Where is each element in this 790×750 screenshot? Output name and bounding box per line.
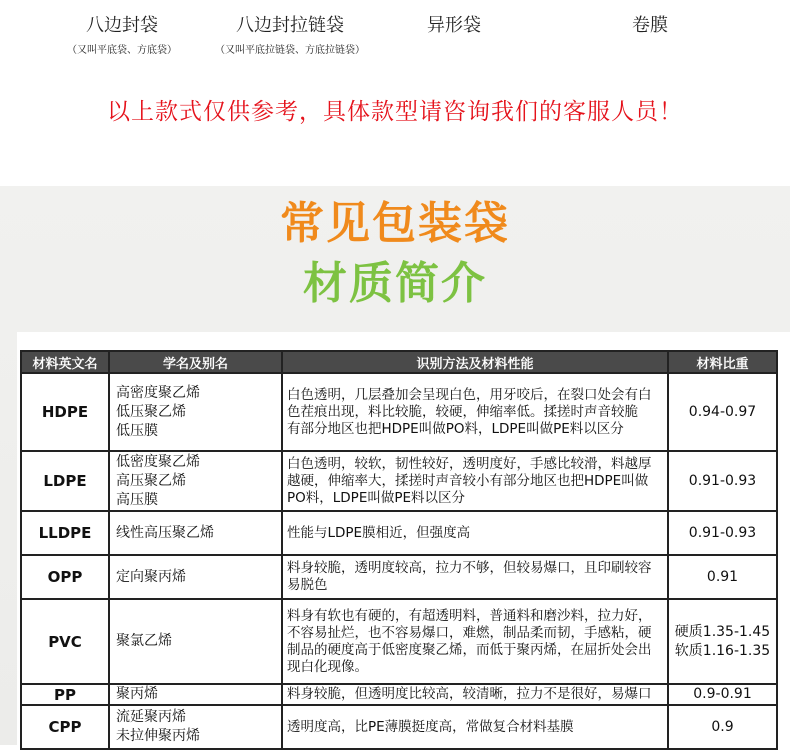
bag-type-note: （又叫平底拉链袋、方底拉链袋） — [215, 45, 365, 56]
material-names — [109, 705, 282, 749]
material-table — [20, 350, 778, 750]
gravity-value: 0.9-0.91 — [693, 686, 752, 702]
gravity-value: 0.91 — [706, 568, 739, 585]
header-method: 识别方法及材料性能 — [282, 351, 668, 373]
material-name: 定向聚丙烯 — [116, 568, 186, 585]
material-names — [109, 555, 282, 599]
table-body — [21, 373, 777, 749]
material-description: 白色透明，几层叠加会呈现白色，用牙咬后，在裂口处会有白色茬痕出现，料比较脆，较硬，伸缩率低。揉搓时声音较脆 有部分地区也把HDPE叫做PO料，LDPE叫做PE料以区分 — [282, 373, 668, 451]
table-row — [21, 684, 777, 705]
material-name: 低密度聚乙烯 — [116, 453, 200, 470]
material-abbr: LDPE — [21, 451, 109, 511]
material-description: 料身较脆，透明度较高，拉力不够，但较易爆口，且印刷较容易脱色 — [282, 555, 668, 599]
material-name: 高密度聚乙烯 — [116, 384, 200, 401]
material-abbr: LLDPE — [21, 511, 109, 555]
table-row — [21, 451, 777, 511]
material-names — [109, 451, 282, 511]
header-abbr: 材料英文名 — [21, 351, 109, 373]
gravity-value: 软质1.16-1.35 — [674, 642, 771, 659]
gravity-value: 0.91-0.93 — [688, 472, 757, 489]
section-title-line2: 材质简介 — [303, 258, 487, 309]
material-gravity — [668, 373, 777, 451]
bag-type-eight-side-zipper — [200, 14, 380, 58]
material-abbr: HDPE — [21, 373, 109, 451]
material-name: 流延聚丙烯 — [116, 709, 186, 725]
table-row — [21, 705, 777, 749]
bag-type-roll-film — [600, 14, 700, 38]
bag-type-labels — [0, 0, 790, 70]
table-row — [21, 555, 777, 599]
material-gravity — [668, 684, 777, 705]
material-abbr: CPP — [21, 705, 109, 749]
material-names — [109, 511, 282, 555]
material-name: 聚氯乙烯 — [116, 633, 172, 649]
header-names: 学名及别名 — [109, 351, 282, 373]
bag-type-shaped — [404, 14, 504, 38]
table-header-row — [21, 351, 777, 373]
material-name: 聚丙烯 — [116, 686, 158, 702]
material-description: 白色透明，较软，韧性较好，透明度好，手感比较滑，料越厚越硬，伸缩率大，揉搓时声音较小有部分地区也把HDPE叫做PO料，LDPE叫做PE料以区分 — [282, 451, 668, 511]
material-name: 线性高压聚乙烯 — [116, 524, 214, 541]
material-names — [109, 599, 282, 684]
material-gravity — [668, 705, 777, 749]
table-row — [21, 511, 777, 555]
material-name: 高压膜 — [116, 491, 158, 508]
gravity-value: 0.94-0.97 — [688, 403, 757, 420]
material-name: 低压膜 — [116, 422, 158, 439]
bag-type-name: 八边封拉链袋 — [236, 15, 344, 36]
material-names — [109, 373, 282, 451]
consult-notice: 以上款式仅供参考，具体款型请咨询我们的客服人员！ — [107, 99, 683, 125]
material-name: 未拉伸聚丙烯 — [116, 728, 200, 744]
material-name: 低压聚乙烯 — [116, 403, 186, 420]
bag-type-name: 卷膜 — [632, 15, 668, 36]
table-row — [21, 599, 777, 684]
bag-type-name: 异形袋 — [427, 15, 481, 36]
material-names — [109, 684, 282, 705]
material-description: 性能与LDPE膜相近，但强度高 — [282, 511, 668, 555]
gravity-value: 0.9 — [711, 718, 734, 735]
material-description: 料身有软也有硬的，有超透明料，普通料和磨沙料，拉力好，不容易扯烂，也不容易爆口，难燃，制品柔而韧，手感粘，硬制品的硬度高于低密度聚乙烯，而低于聚丙烯，在屈折处会出现白化现像。 — [282, 599, 668, 684]
section-title-line1: 常见包装袋 — [280, 198, 510, 249]
material-gravity — [668, 555, 777, 599]
bag-type-eight-side-seal — [52, 14, 192, 58]
material-abbr: PP — [21, 684, 109, 705]
material-abbr: OPP — [21, 555, 109, 599]
material-name: 高压聚乙烯 — [116, 472, 186, 489]
material-abbr: PVC — [21, 599, 109, 684]
material-gravity — [668, 451, 777, 511]
table-row — [21, 373, 777, 451]
gravity-value: 硬质1.35-1.45 — [674, 623, 771, 640]
gravity-value: 0.91-0.93 — [688, 524, 757, 541]
material-gravity — [668, 599, 777, 684]
material-gravity — [668, 511, 777, 555]
material-description: 料身较脆，但透明度比较高，较清晰，拉力不是很好，易爆口 — [282, 684, 668, 705]
bag-type-note: （又叫平底袋、方底袋） — [67, 45, 177, 56]
bag-type-name: 八边封袋 — [86, 15, 158, 36]
header-gravity: 材料比重 — [668, 351, 777, 373]
material-description: 透明度高，比PE薄膜挺度高，常做复合材料基膜 — [282, 705, 668, 749]
